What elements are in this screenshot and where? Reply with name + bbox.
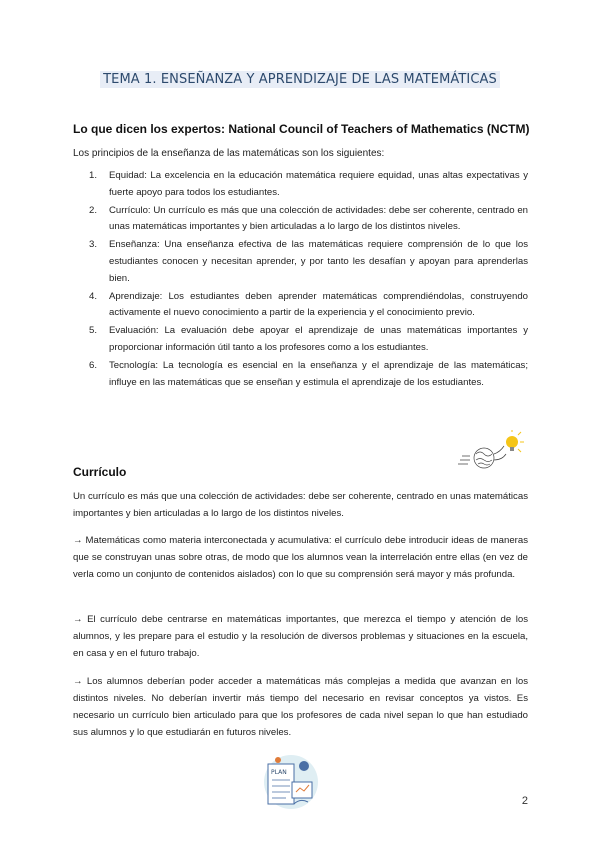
list-item: 5. Evaluación: La evaluación debe apoyar el aprendizaje de unas matemáticas importantes y proporcionar información útil tanto a los profesores como a los estudiantes.: [89, 325, 528, 353]
principles-list: [72, 168, 528, 392]
list-item: 6. Tecnología: La tecnología es esencial en la enseñanza y el aprendizaje de las matemáticas; influye en las matemáticas que se enseñan y estimula el aprendizaje de los estudiantes.: [89, 359, 528, 388]
page-number: 2: [521, 795, 528, 807]
plan-label: PLAN: [271, 769, 287, 776]
curriculo-paragraph-3: → El currículo debe centrarse en matemáticas importantes, que merezca el tiempo y atención de los alumnos, y les prepare para el estudio y la resolución de diversos problemas y situaciones en la escuela, en casa y en el futuro trabajo.: [73, 614, 528, 659]
page-title: TEMA 1. ENSEÑANZA Y APRENDIZAJE DE LAS MATEMÁTICAS: [100, 71, 500, 88]
curriculo-paragraph-1: Un currículo es más que una colección de actividades: debe ser coherente, centrado en unas matemáticas importantes y bien articuladas a lo largo de los distintos niveles.: [73, 491, 528, 519]
list-item: 2. Currículo: Un currículo es más que una colección de actividades: debe ser coherente, centrado en unas matemáticas importantes y bien articuladas a lo largo de los distintos niveles.: [89, 204, 528, 233]
curriculo-paragraph-2: → Matemáticas como materia interconectada y acumulativa: el currículo debe introducir ideas de maneras que se construyan unas sobre otras, de modo que los alumnos vean la interrelación entre ellas (en vez de verla como un conjunto de contenidos aislados) con lo que su comprensión será mayor y más profunda.: [73, 535, 528, 580]
brain-lightbulb-icon: [456, 430, 528, 476]
section-heading-experts: Lo que dicen los expertos: National Council of Teachers of Mathematics (NCTM): [73, 122, 530, 136]
list-item: 4. Aprendizaje: Los estudiantes deben aprender matemáticas comprendiéndolas, construyendo activamente el nuevo conocimiento a partir de la experiencia y el conocimiento previo.: [89, 290, 528, 319]
planning-illustration: [258, 752, 324, 814]
list-item: 1. Equidad: La excelencia en la educación matemática requiere equidad, unas altas expectativas y fuerte apoyo para todos los estudiantes.: [89, 170, 528, 198]
section-heading-curriculo: Currículo: [73, 465, 127, 479]
curriculo-paragraph-4: → Los alumnos deberían poder acceder a matemáticas más complejas a medida que avanzan en los distintos niveles. No deberían invertir más tiempo del necesario en revisar conceptos ya vistos. Es necesario un currículo bien articulado para que los profesores de cada nivel sepan lo que han estudiado sus alumnos y lo que estudiarán en futuros niveles.: [73, 676, 528, 738]
bulb-glow: [506, 436, 518, 448]
list-item: 3. Enseñanza: Una enseñanza efectiva de las matemáticas requiere comprensión de lo que los estudiantes conocen y necesitan aprender, y por tanto les desafían y apoyan para aprenderlas bien.: [89, 239, 528, 284]
title-wrapper: [0, 70, 600, 88]
principles-intro: Los principios de la enseñanza de las matemáticas son los siguientes:: [73, 148, 385, 159]
